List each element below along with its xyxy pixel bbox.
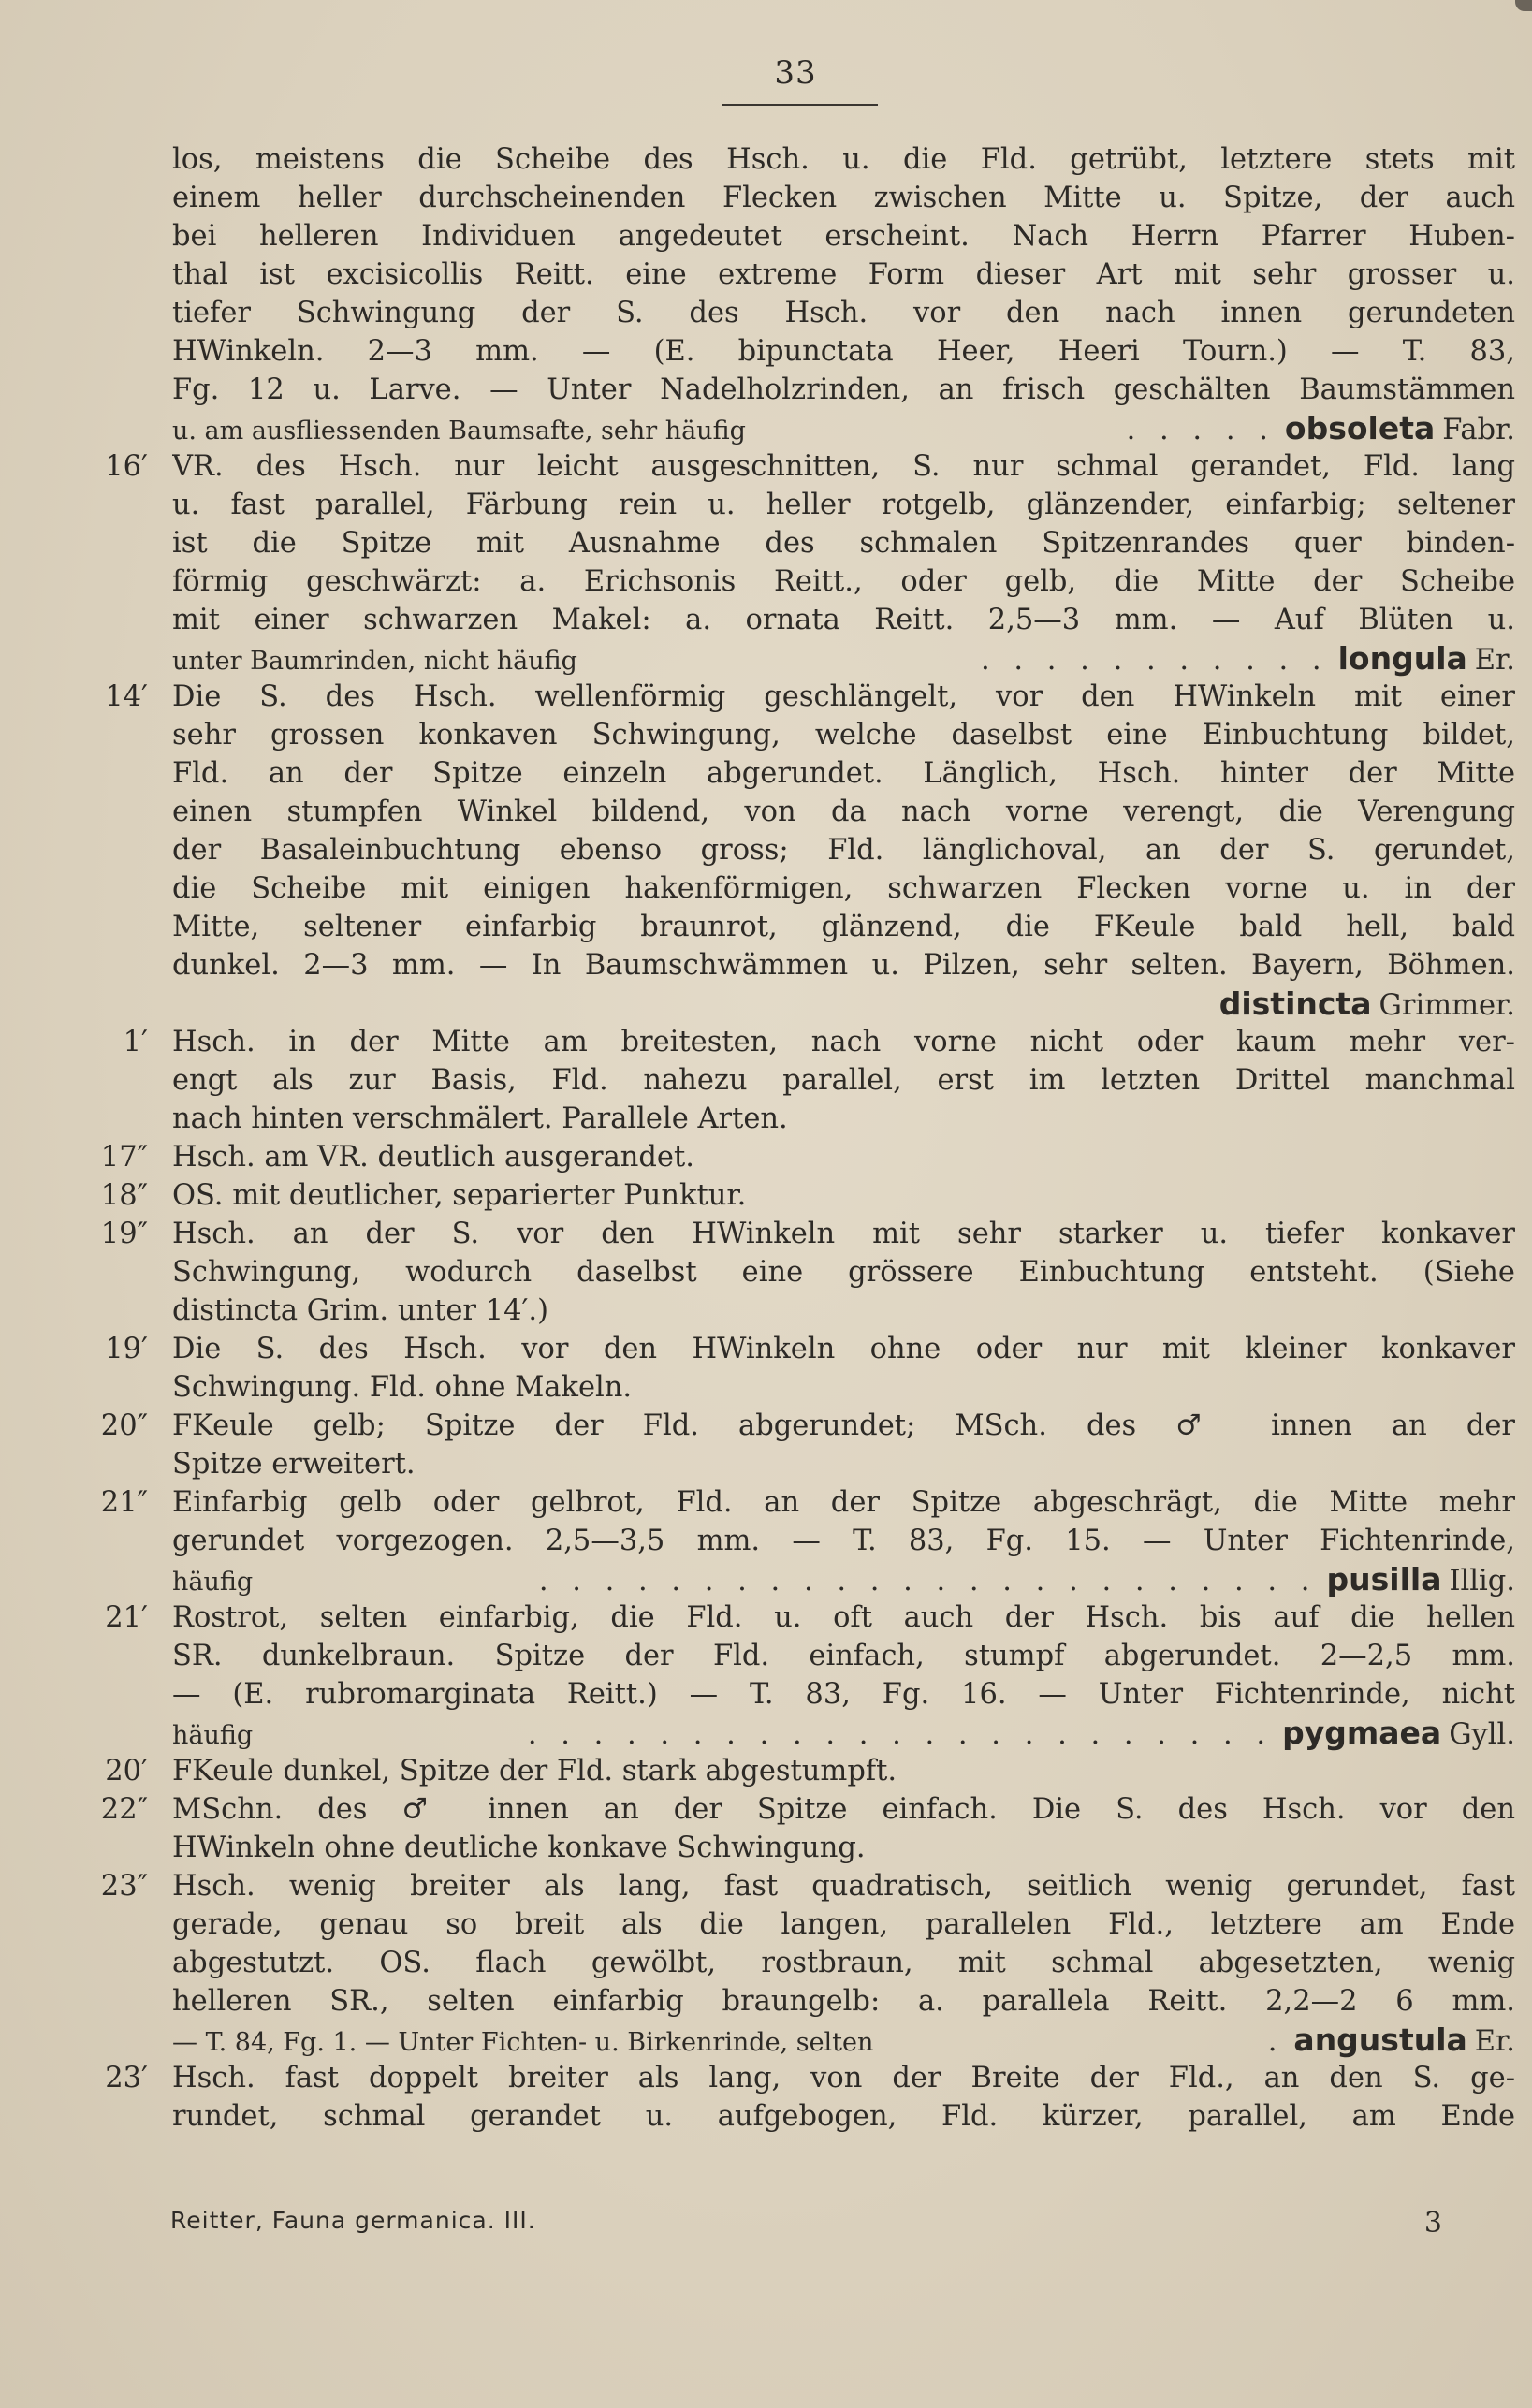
- line-text: gerade, genau so breit als die langen, parallelen Fld., letztere am Ende: [172, 1908, 1515, 1941]
- leader-dots: .: [1267, 2025, 1285, 2058]
- leader-dots: . . . . .: [1126, 414, 1276, 446]
- couplet-number: 21′: [105, 1601, 148, 1634]
- line-text: dunkel. 2—3 mm. — In Baumschwämmen u. Pilzen, sehr selten. Bayern, Böhmen.: [172, 949, 1515, 982]
- species-author: Gyll.: [1449, 1718, 1515, 1751]
- line-text: abgestutzt. OS. flach gewölbt, rostbraun, mit schmal abgesetzten, wenig: [172, 1947, 1515, 1979]
- text-line: [75, 1100, 1441, 1138]
- line-text: häufig: [172, 1568, 254, 1597]
- line-text: distincta Grim. unter 14′.): [172, 1294, 549, 1327]
- text-line: [75, 716, 1515, 754]
- line-text: HWinkeln. 2—3 mm. — (E. bipunctata Heer, Heeri Tourn.) — T. 83,: [172, 335, 1515, 368]
- species-line: [172, 2021, 1515, 2062]
- text-line: [75, 217, 1515, 255]
- text-line: [75, 1253, 1515, 1292]
- line-text: los, meistens die Scheibe des Hsch. u. die Fld. getrübt, letztere stets mit: [172, 143, 1515, 176]
- species-line: [172, 985, 1515, 1025]
- line-text: thal ist excisicollis Reitt. eine extreme Form dieser Art mit sehr grosser u.: [172, 258, 1515, 291]
- line-text: Rostrot, selten einfarbig, die Fld. u. oft auch der Hsch. bis auf die hellen: [172, 1601, 1515, 1634]
- text-line: [75, 1176, 1441, 1215]
- page-footer: [170, 2207, 1443, 2240]
- line-text: u. fast parallel, Färbung rein u. heller rotgelb, glänzender, einfarbig; seltener: [172, 489, 1515, 521]
- text-line: [75, 1752, 1441, 1790]
- text-line: [75, 1483, 1515, 1522]
- text-line: [75, 1829, 1441, 1867]
- text-line: [75, 793, 1515, 831]
- text-line: [75, 639, 1515, 678]
- text-line: [75, 486, 1515, 524]
- couplet-number: 1′: [123, 1026, 148, 1058]
- footer-signature: 3: [1423, 2207, 1443, 2240]
- text-line: [75, 1598, 1515, 1637]
- text-line: [75, 985, 1515, 1023]
- text-line: [75, 409, 1515, 447]
- text-line: [75, 1368, 1441, 1407]
- species-author: Illig.: [1449, 1565, 1515, 1598]
- text-line: [75, 524, 1515, 562]
- text-line: [75, 1790, 1515, 1829]
- line-text: sehr grossen konkaven Schwingung, welche daselbst eine Einbuchtung bildet,: [172, 719, 1515, 752]
- text-line: [75, 1138, 1441, 1176]
- text-line: [75, 2097, 1515, 2136]
- text-line: [75, 562, 1515, 601]
- line-text: Fld. an der Spitze einzeln abgerundet. Länglich, Hsch. hinter der Mitte: [172, 757, 1515, 790]
- line-text: rundet, schmal gerandet u. aufgebogen, Fld. kürzer, parallel, am Ende: [172, 2100, 1515, 2133]
- species-author: Fabr.: [1442, 414, 1515, 446]
- text-line: [75, 179, 1515, 217]
- couplet-number: 14′: [105, 680, 148, 713]
- text-line: [75, 447, 1515, 486]
- line-text: FKeule gelb; Spitze der Fld. abgerundet; MSch. des ♂ innen an der: [172, 1409, 1515, 1442]
- line-text: — (E. rubromarginata Reitt.) — T. 83, Fg. 16. — Unter Fichtenrinde, nicht: [172, 1678, 1515, 1711]
- text-line: [75, 1407, 1515, 1445]
- line-text: FKeule dunkel, Spitze der Fld. stark abgestumpft.: [172, 1755, 897, 1788]
- line-text: Hsch. in der Mitte am breitesten, nach vorne nicht oder kaum mehr ver-: [172, 1026, 1515, 1058]
- text-line: [75, 332, 1515, 371]
- line-text: tiefer Schwingung der S. des Hsch. vor den nach innen gerundeten: [172, 297, 1515, 329]
- line-text: unter Baumrinden, nicht häufig: [172, 647, 577, 676]
- text-line: [75, 754, 1515, 793]
- line-text: einem heller durchscheinenden Flecken zwischen Mitte u. Spitze, der auch: [172, 182, 1515, 214]
- species-author: Grimmer.: [1379, 989, 1515, 1022]
- couplet-number: 19′: [105, 1333, 148, 1365]
- line-text: Schwingung, wodurch daselbst eine grössere Einbuchtung entsteht. (Siehe: [172, 1256, 1515, 1289]
- text-line: [75, 908, 1515, 946]
- text-line: [75, 1944, 1515, 1982]
- couplet-number: 19″: [100, 1218, 148, 1250]
- species-name: obsoleta: [1284, 410, 1436, 446]
- line-text: Hsch. am VR. deutlich ausgerandet.: [172, 1141, 694, 1174]
- couplet-number: 23′: [105, 2062, 148, 2094]
- couplet-number: 20′: [105, 1755, 148, 1788]
- text-line: [75, 831, 1515, 869]
- text-line: [75, 678, 1515, 716]
- couplet-number: 22″: [100, 1793, 148, 1826]
- line-text: bei helleren Individuen angedeutet erscheint. Nach Herrn Pfarrer Huben-: [172, 220, 1515, 253]
- line-text: die Scheibe mit einigen hakenförmigen, schwarzen Flecken vorne u. in der: [172, 872, 1515, 905]
- line-text: SR. dunkelbraun. Spitze der Fld. einfach, stumpf abgerundet. 2—2,5 mm.: [172, 1640, 1515, 1672]
- text-line: [75, 1675, 1515, 1714]
- text-line: [75, 1982, 1515, 2021]
- species-line: [172, 1560, 1515, 1601]
- leader-dots: . . . . . . . . . . . . . . . . . . . . . . . .: [538, 1565, 1318, 1598]
- text-line: [75, 1522, 1515, 1560]
- species-name: pygmaea: [1282, 1715, 1442, 1751]
- text-line: [75, 294, 1515, 332]
- text-line: [75, 1023, 1515, 1061]
- footer-source: Reitter, Fauna germanica. III.: [170, 2207, 536, 2234]
- line-text: — T. 84, Fg. 1. — Unter Fichten- u. Birkenrinde, selten: [172, 2028, 874, 2057]
- line-text: Hsch. fast doppelt breiter als lang, von der Breite der Fld., an den S. ge-: [172, 2062, 1515, 2094]
- line-text: MSchn. des ♂ innen an der Spitze einfach. Die S. des Hsch. vor den: [172, 1793, 1515, 1826]
- line-text: gerundet vorgezogen. 2,5—3,5 mm. — T. 83, Fg. 15. — Unter Fichtenrinde,: [172, 1525, 1515, 1557]
- text-line: [75, 1714, 1515, 1752]
- text-line: [75, 1905, 1515, 1944]
- line-text: förmig geschwärzt: a. Erichsonis Reitt., oder gelb, die Mitte der Scheibe: [172, 565, 1515, 598]
- species-name: distincta: [1218, 985, 1372, 1022]
- text-line: [75, 1637, 1515, 1675]
- line-text: Schwingung. Fld. ohne Makeln.: [172, 1371, 633, 1404]
- species-line: [172, 409, 1515, 450]
- text-line: [75, 140, 1515, 179]
- line-text: Spitze erweitert.: [172, 1448, 416, 1481]
- text-line: [75, 1215, 1515, 1253]
- species-name: longula: [1337, 640, 1467, 677]
- text-line: [75, 2059, 1515, 2097]
- key-text: [75, 140, 1515, 2136]
- couplet-number: 17″: [100, 1141, 148, 1174]
- species-name: pusilla: [1326, 1561, 1442, 1598]
- couplet-number: 20″: [100, 1409, 148, 1442]
- line-text: Die S. des Hsch. vor den HWinkeln ohne oder nur mit kleiner konkaver: [172, 1333, 1515, 1365]
- line-text: Hsch. wenig breiter als lang, fast quadratisch, seitlich wenig gerundet, fast: [172, 1870, 1515, 1903]
- line-text: Hsch. an der S. vor den HWinkeln mit sehr starker u. tiefer konkaver: [172, 1218, 1515, 1250]
- couplet-number: 18″: [100, 1179, 148, 1212]
- line-text: nach hinten verschmälert. Parallele Arten.: [172, 1102, 788, 1135]
- line-text: engt als zur Basis, Fld. nahezu parallel, erst im letzten Drittel manchmal: [172, 1064, 1515, 1097]
- text-line: [75, 1560, 1515, 1598]
- species-line: [172, 639, 1515, 680]
- line-text: der Basaleinbuchtung ebenso gross; Fld. länglichoval, an der S. gerundet,: [172, 834, 1515, 867]
- species-line: [172, 1714, 1515, 1755]
- text-line: [75, 371, 1515, 409]
- line-text: Fg. 12 u. Larve. — Unter Nadelholzrinden, an frisch geschälten Baumstämmen: [172, 373, 1515, 406]
- leader-dots: . . . . . . . . . . . . . . . . . . . . . . .: [527, 1718, 1274, 1751]
- line-text: einen stumpfen Winkel bildend, von da nach vorne verengt, die Verengung: [172, 795, 1515, 828]
- text-line: [75, 1061, 1515, 1100]
- text-line: [75, 255, 1515, 294]
- species-name: angustula: [1293, 2021, 1467, 2058]
- text-line: [75, 869, 1515, 908]
- line-text: HWinkeln ohne deutliche konkave Schwingung.: [172, 1832, 866, 1864]
- text-line: [75, 1330, 1515, 1368]
- text-line: [75, 946, 1515, 985]
- line-text: helleren SR., selten einfarbig braungelb: a. parallela Reitt. 2,2—2 6 mm.: [172, 1985, 1515, 2018]
- couplet-number: 23″: [100, 1870, 148, 1903]
- text-line: [75, 601, 1515, 639]
- line-text: OS. mit deutlicher, separierter Punktur.: [172, 1179, 747, 1212]
- line-text: häufig: [172, 1721, 254, 1750]
- text-line: [75, 2021, 1515, 2059]
- line-text: Mitte, seltener einfarbig braunrot, glänzend, die FKeule bald hell, bald: [172, 911, 1515, 943]
- text-line: [75, 1445, 1441, 1483]
- line-text: u. am ausfliessenden Baumsafte, sehr häufig: [172, 416, 746, 445]
- species-author: Er.: [1474, 644, 1515, 677]
- text-line: [75, 1292, 1441, 1330]
- leader-dots: . . . . . . . . . . .: [981, 644, 1329, 677]
- header-rule: [722, 104, 878, 106]
- line-text: mit einer schwarzen Makel: a. ornata Reitt. 2,5—3 mm. — Auf Blüten u.: [172, 604, 1515, 636]
- couplet-number: 21″: [100, 1486, 148, 1519]
- species-author: Er.: [1474, 2025, 1515, 2058]
- line-text: Die S. des Hsch. wellenförmig geschlängelt, vor den HWinkeln mit einer: [172, 680, 1515, 713]
- line-text: Einfarbig gelb oder gelbrot, Fld. an der Spitze abgeschrägt, die Mitte mehr: [172, 1486, 1515, 1519]
- line-text: ist die Spitze mit Ausnahme des schmalen Spitzenrandes quer binden-: [172, 527, 1515, 560]
- couplet-number: 16′: [105, 450, 148, 483]
- page-number: 33: [774, 54, 817, 92]
- text-line: [75, 1867, 1515, 1905]
- line-text: VR. des Hsch. nur leicht ausgeschnitten, S. nur schmal gerandet, Fld. lang: [172, 450, 1515, 483]
- corner-ink-spot: [1515, 0, 1532, 11]
